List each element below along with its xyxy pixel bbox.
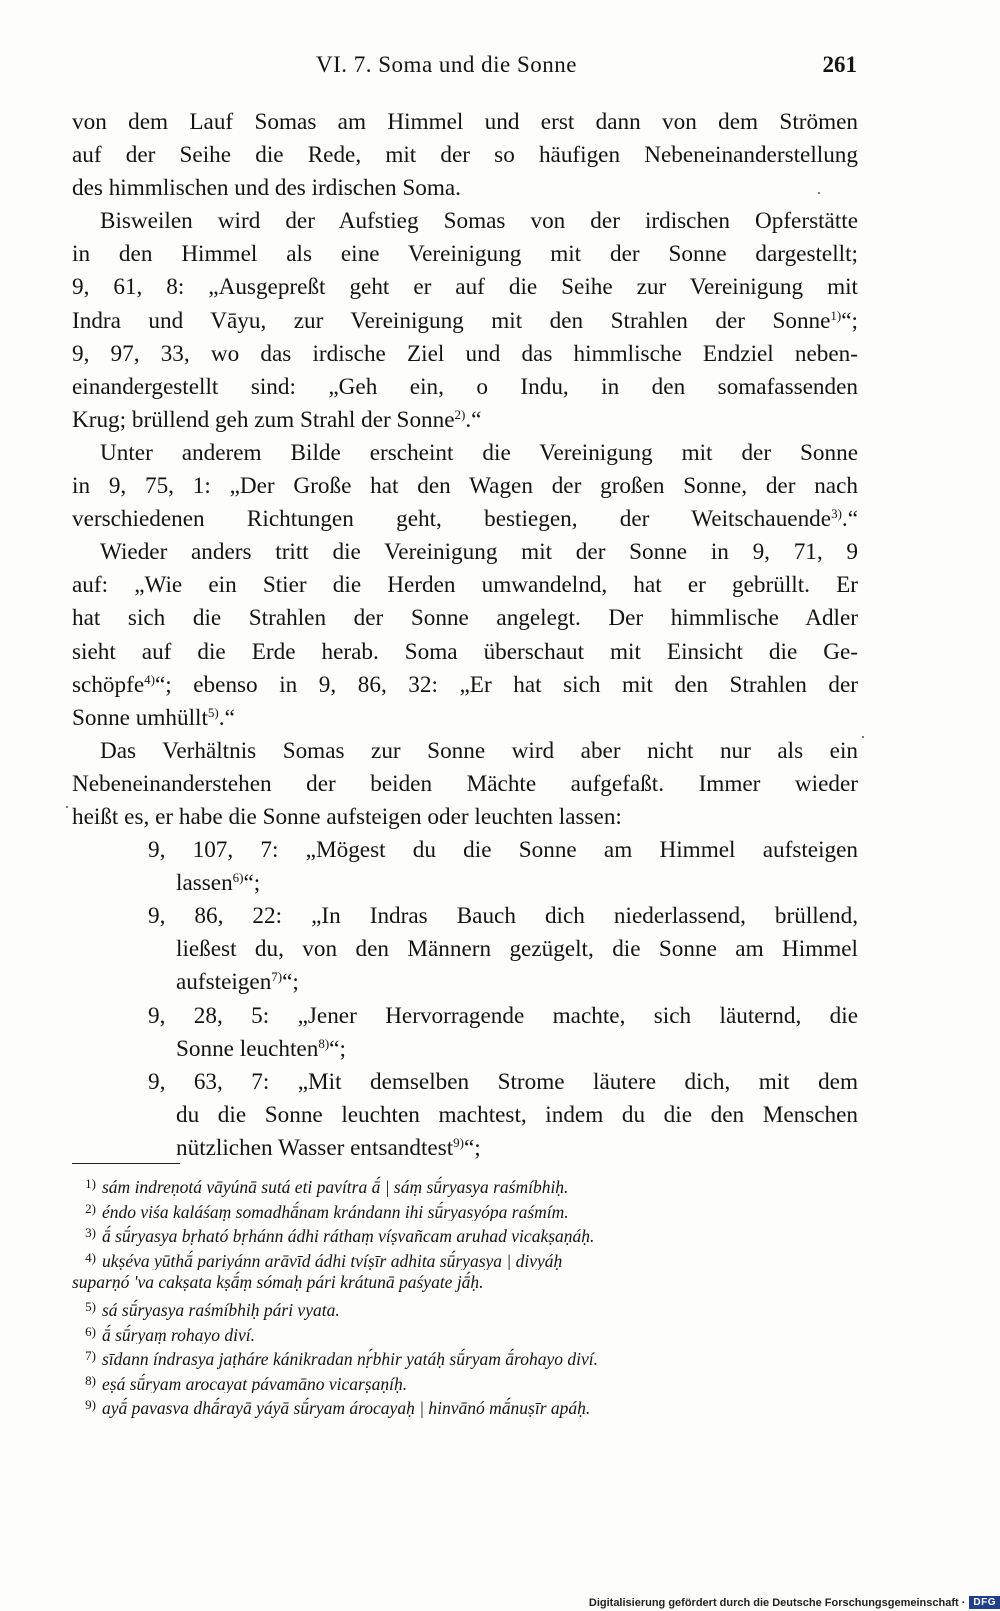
- text-segment: “;: [841, 307, 858, 334]
- footnote: [72, 1197, 858, 1222]
- text-segment: .“: [841, 506, 858, 533]
- footnote-mark: 1): [85, 1176, 96, 1191]
- text-segment: Krug; brüllend geh zum Strahl der Sonne: [72, 406, 455, 433]
- text-segment: .“: [218, 704, 235, 731]
- text-line: sieht auf die Erde herab. Soma überschaut mit Einsicht die Ge-: [72, 638, 858, 665]
- running-head: [0, 52, 1000, 92]
- chapter-title: VI. 7. Soma und die Sonne: [316, 52, 578, 77]
- footnote-ref[interactable]: 9): [453, 1134, 465, 1150]
- quote-line: 9, 63, 7: „Mit demselben Strome läutere dich, mit dem: [148, 1068, 858, 1095]
- footnote-ref[interactable]: 4): [144, 671, 155, 687]
- scan-speck: [818, 192, 820, 194]
- quote-line: ließest du, von den Männern gezügelt, die Sonne am Himmel: [176, 936, 858, 963]
- footnote-text: sīdann índrasya jaṭháre kánikradan nṛ́bhir yatáḥ sū́ryam ā́rohayo diví.: [102, 1349, 598, 1369]
- quote-line: [72, 867, 858, 900]
- footnote-text: suparṇó 'va cakṣata kṣā́ṃ sómaḥ pári krátunā paśyate jā́ḥ.: [72, 1272, 484, 1293]
- footnote: [72, 1393, 858, 1418]
- footnote-mark: 5): [85, 1298, 96, 1314]
- text-segment: Sonne umhüllt: [72, 704, 208, 731]
- text-segment: “;: [243, 870, 261, 897]
- footnote-text: ā́ sū́ryaṃ rohayo diví.: [102, 1324, 255, 1345]
- footnote: [72, 1369, 858, 1394]
- quote-line: du die Sonne leuchten machtest, indem du die den Menschen: [176, 1101, 858, 1128]
- footnote-mark: 8): [85, 1372, 96, 1388]
- text-line: hat sich die Strahlen der Sonne angelegt. Der himmlische Adler: [72, 605, 858, 632]
- quote-line: 9, 28, 5: „Jener Hervorragende machte, sich läuternd, die: [148, 1002, 858, 1029]
- footnote-ref[interactable]: 2): [454, 406, 466, 422]
- footnote: [72, 1172, 858, 1197]
- text-line: heißt es, er habe die Sonne aufsteigen oder leuchten lassen:: [72, 803, 622, 830]
- text-line: einandergestellt sind: „Geh ein, o Indu, in den somafassenden: [72, 373, 858, 400]
- quote-line: [72, 1033, 858, 1066]
- text-line: Bisweilen wird der Aufstieg Somas von der irdischen Opferstätte: [100, 208, 858, 235]
- text-line: auf: „Wie ein Stier die Herden umwandelnd, hat er gebrüllt. Er: [72, 572, 858, 599]
- text-line: [72, 305, 858, 338]
- text-segment: “;: [282, 969, 299, 996]
- digitization-credit: [589, 1596, 1000, 1609]
- text-line: auf der Seihe die Rede, mit der so häufigen Nebeneinanderstellung: [72, 142, 858, 169]
- text-line: [72, 669, 858, 702]
- dfg-logo: DFG: [969, 1596, 1000, 1609]
- text-line: Das Verhältnis Somas zur Sonne wird aber nicht nur als ein: [100, 737, 858, 764]
- text-segment: .“: [465, 406, 482, 433]
- footnote-text: ayā́ pavasva dhā́rayā yáyā sū́ryam árocayaḥ | hinvānó mā́nuṣīr apáḥ.: [102, 1398, 591, 1418]
- footnote-text: eṣá sū́ryam arocayat pávamāno vicarṣaṇíḥ.: [102, 1373, 408, 1394]
- footnote: [72, 1344, 858, 1369]
- footnote: [72, 1246, 858, 1271]
- footnote-ref[interactable]: 7): [271, 969, 283, 985]
- text-segment: nützlichen Wasser entsandtest: [176, 1134, 454, 1161]
- footnote-text: sám indreṇotá vāyúnā sutá eti pavítra ā́ | sáṃ sū́ryasya raśmíbhiḥ.: [102, 1177, 569, 1197]
- footnote-ref[interactable]: 1): [830, 307, 842, 323]
- footnote-ref[interactable]: 8): [318, 1035, 330, 1051]
- text-segment: aufsteigen: [176, 969, 272, 996]
- quote-line: [72, 1132, 858, 1165]
- footnote: [72, 1221, 858, 1246]
- text-line: [72, 503, 858, 536]
- text-segment: “;: [464, 1134, 481, 1161]
- text-line: [72, 702, 858, 735]
- footnote-ref[interactable]: 3): [831, 506, 842, 522]
- scan-speck: [66, 806, 68, 808]
- footnote-mark: 7): [85, 1348, 96, 1364]
- text-segment: “; ebenso in 9, 86, 32: „Er hat sich mit den Strahlen der: [154, 671, 858, 698]
- text-segment: lassen: [176, 870, 233, 897]
- footnote-mark: 4): [85, 1249, 96, 1265]
- text-line: des himmlischen und des irdischen Soma.: [72, 175, 461, 202]
- footnote-text: sá sū́ryasya raśmíbhiḥ pári vyata.: [102, 1299, 340, 1320]
- credit-text: Digitalisierung gefördert durch die Deutsche Forschungsgemeinschaft ·: [588, 1596, 966, 1609]
- text-line: [72, 404, 858, 437]
- quote-line: [72, 966, 858, 999]
- text-segment: schöpfe: [72, 671, 145, 698]
- text-line: in den Himmel als eine Vereinigung mit der Sonne dargestellt;: [72, 241, 858, 268]
- footnote-text: ā́ sū́ryasya bṛható bṛhánn ádhi ráthaṃ víṣvañcam aruhad vicakṣaṇáḥ.: [102, 1226, 595, 1246]
- text-segment: verschiedenen Richtungen geht, bestiegen, der Weitschauende: [72, 506, 832, 533]
- footnote-text: éndo viśa kaláśaṃ somadhā́nam krándann ihi sū́ryasyópa raśmím.: [102, 1201, 569, 1222]
- page-number: 261: [822, 52, 857, 77]
- footnote-rule: [72, 1163, 180, 1164]
- text-segment: Sonne leuchten: [176, 1035, 319, 1062]
- footnote-mark: 2): [85, 1200, 96, 1216]
- footnote-text: ukṣéva yūthā́ pariyánn arāvīd ádhi tvíṣīr adhita sū́ryasya | divyáḥ: [102, 1250, 563, 1271]
- footnote-ref[interactable]: 6): [232, 870, 244, 886]
- text-line: von dem Lauf Somas am Himmel und erst dann von dem Strömen: [72, 109, 858, 135]
- text-line: in 9, 75, 1: „Der Große hat den Wagen der großen Sonne, der nach: [72, 473, 858, 500]
- footnote-mark: 9): [85, 1397, 96, 1413]
- text-line: 9, 61, 8: „Ausgepreßt geht er auf die Seihe zur Vereinigung mit: [72, 274, 858, 301]
- text-segment: “;: [329, 1035, 346, 1062]
- footnote: [72, 1295, 858, 1320]
- footnote-continuation: [72, 1270, 858, 1295]
- footnote: [72, 1320, 858, 1345]
- quote-line: 9, 107, 7: „Mögest du die Sonne am Himmel aufsteigen: [148, 837, 858, 864]
- text-line: Nebeneinanderstehen der beiden Mächte aufgefaßt. Immer wieder: [72, 770, 858, 797]
- footnote-mark: 3): [85, 1225, 96, 1241]
- footnote-mark: 6): [85, 1323, 96, 1339]
- footnote-ref[interactable]: 5): [207, 704, 219, 720]
- scan-speck: [862, 736, 864, 738]
- text-line: 9, 97, 33, wo das irdische Ziel und das himmlische Endziel neben-: [72, 340, 858, 367]
- quote-line: 9, 86, 22: „In Indras Bauch dich niederlassend, brüllend,: [148, 903, 858, 930]
- footnotes: [72, 1172, 858, 1418]
- text-line: Wieder anders tritt die Vereinigung mit der Sonne in 9, 71, 9: [100, 539, 858, 566]
- text-line: Unter anderem Bilde erscheint die Vereinigung mit der Sonne: [100, 439, 858, 466]
- main-text: [72, 106, 858, 1165]
- text-segment: Indra und Vāyu, zur Vereinigung mit den Strahlen der Sonne: [72, 307, 831, 334]
